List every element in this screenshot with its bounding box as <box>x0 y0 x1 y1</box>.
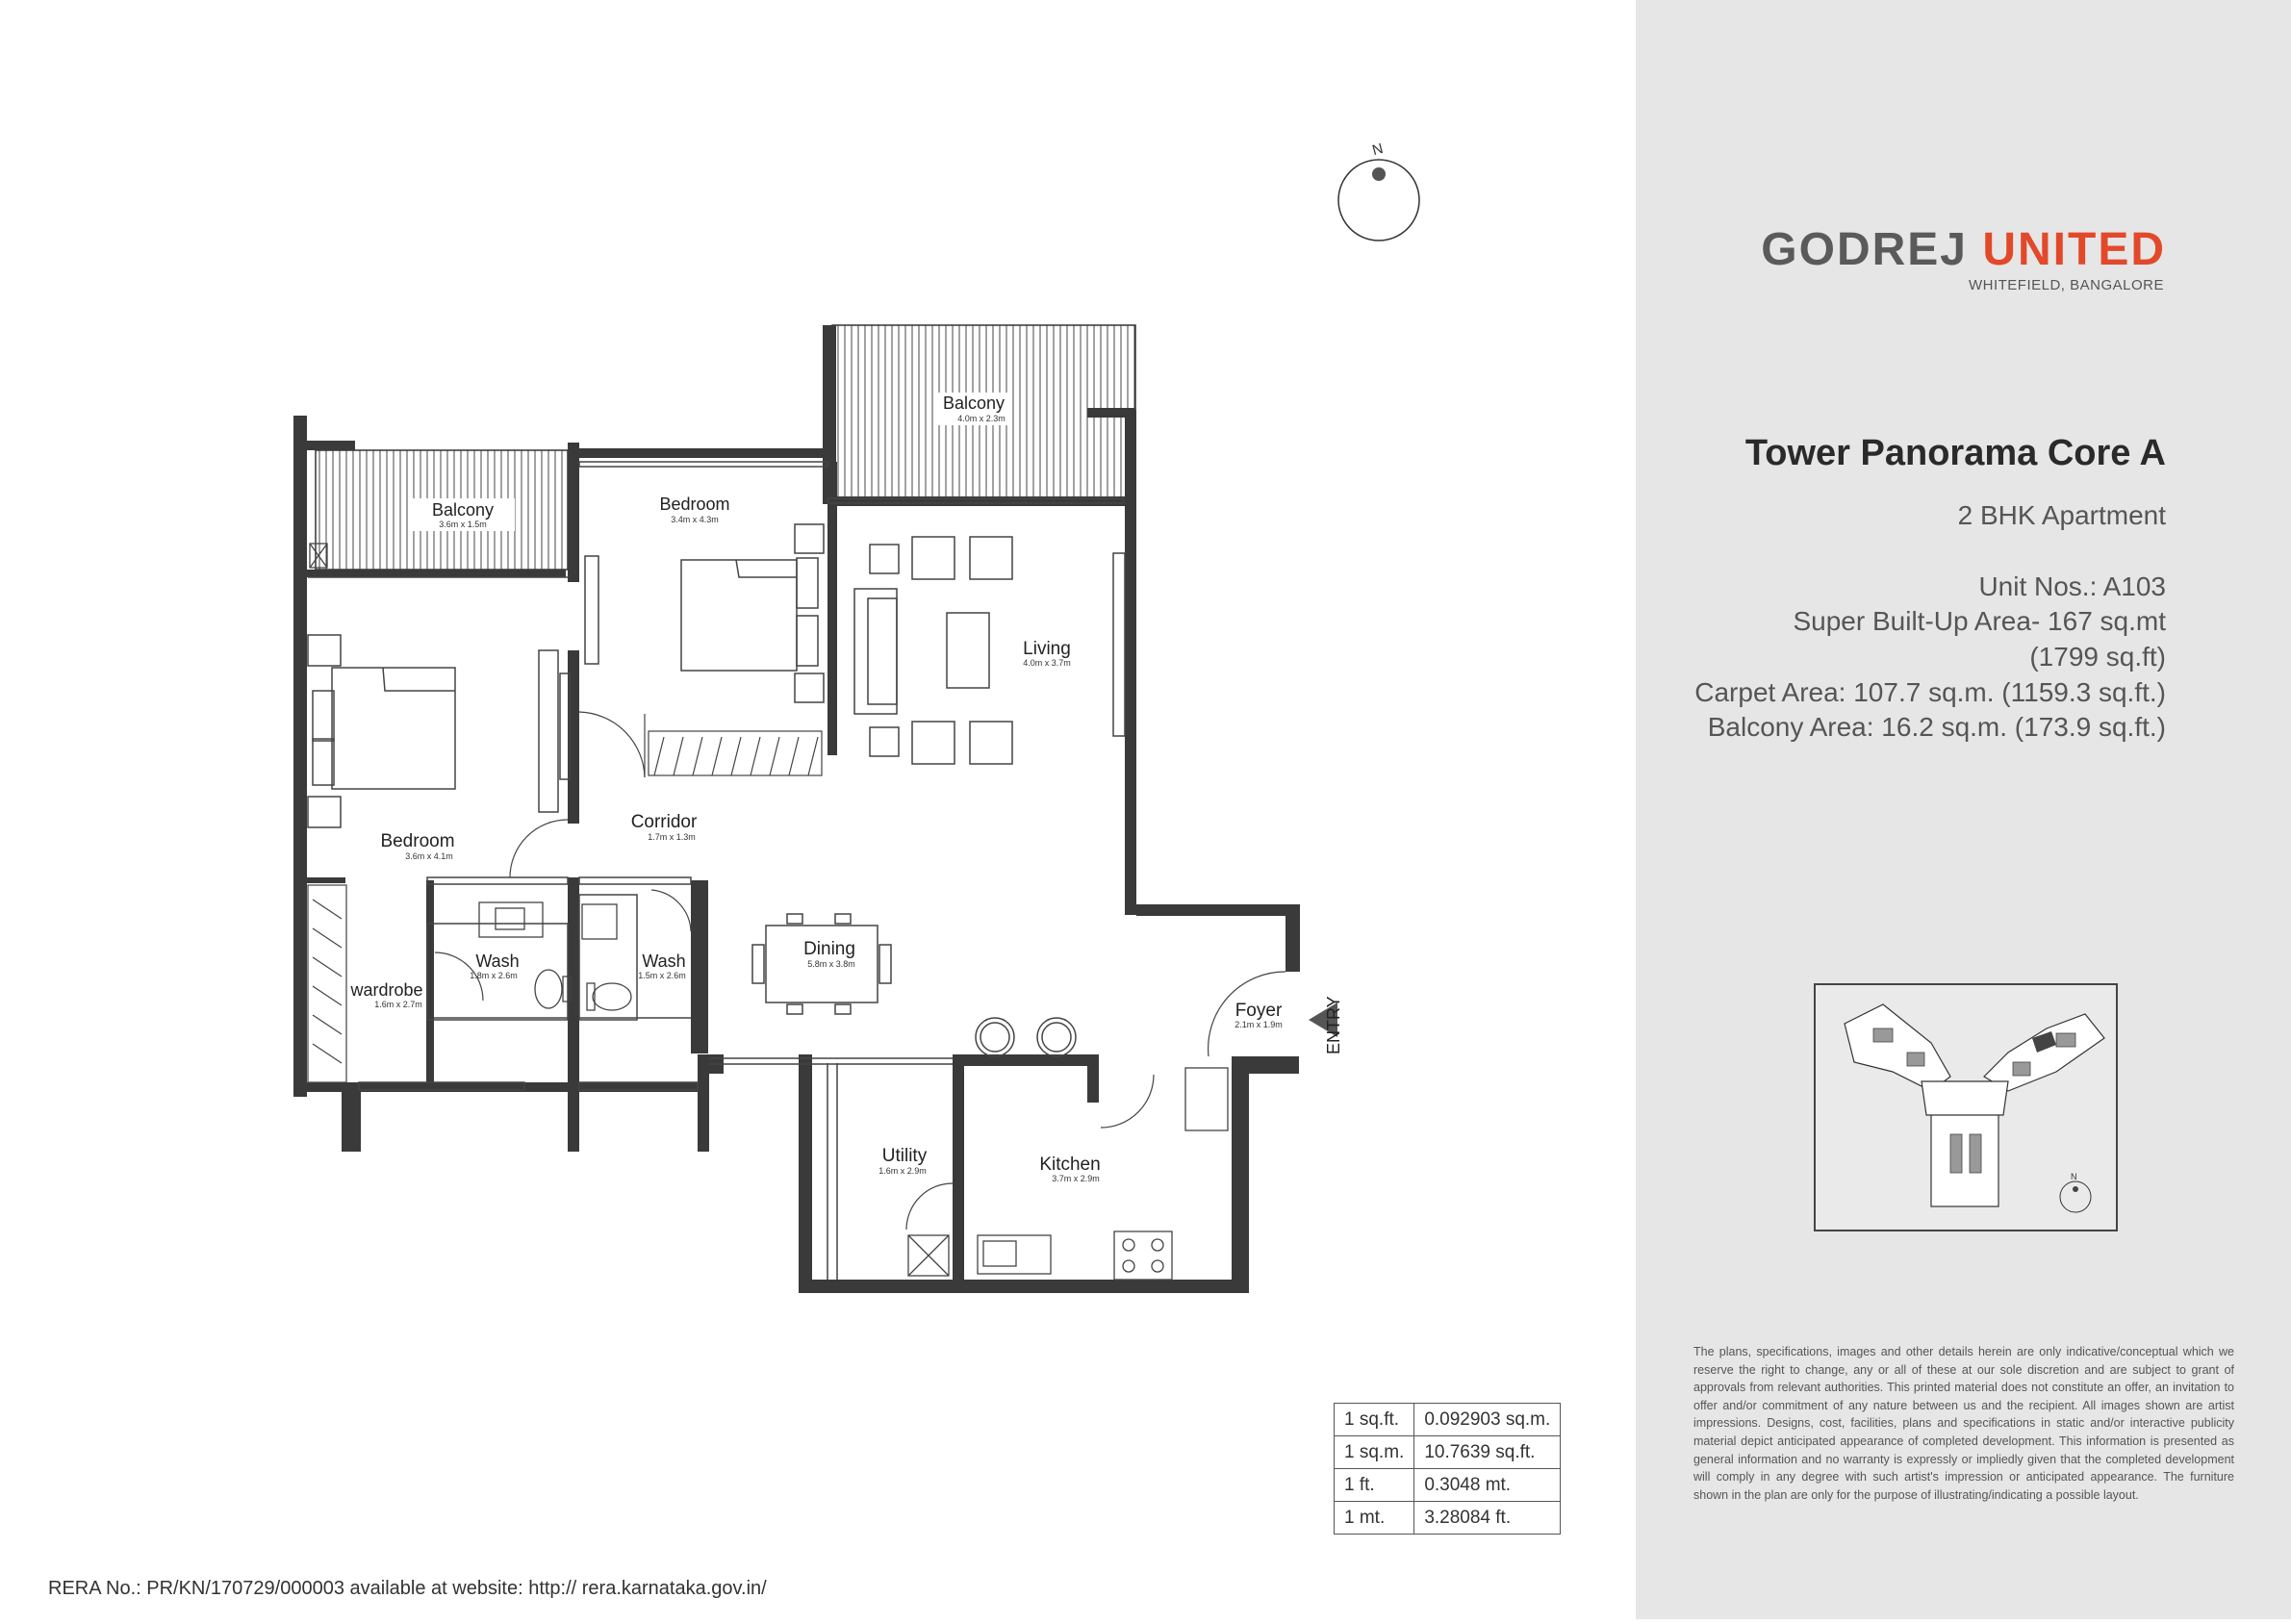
apartment-type: 2 BHK Apartment <box>1957 500 2166 530</box>
unit-conversion-table <box>1334 1403 1561 1535</box>
room-kitchen-size: 3.7m x 2.9m <box>1052 1174 1100 1183</box>
room-dining-size: 5.8m x 3.8m <box>807 959 855 969</box>
room-foyer-name: Foyer <box>1235 1001 1283 1021</box>
table-row: 1 ft. 0.3048 mt. <box>1335 1469 1561 1502</box>
room-balcony-1-name: Balcony <box>431 500 495 520</box>
room-wardrobe-name: wardrobe <box>350 980 423 1000</box>
compass-label: N <box>1370 140 1386 160</box>
room-living-size: 4.0m x 3.7m <box>1023 658 1071 668</box>
sofa-icon <box>854 537 1012 764</box>
entry-label: ENTRY <box>1324 996 1343 1054</box>
room-bedroom-2-size: 3.6m x 4.1m <box>405 851 453 861</box>
carpet-area: Carpet Area: 107.7 sq.m. (1159.3 sq.ft.) <box>1694 677 2166 707</box>
table-row: 1 sq.ft. 0.092903 sq.m. <box>1335 1404 1561 1436</box>
super-builtup-area: Super Built-Up Area- 167 sq.mt <box>1793 606 2166 636</box>
bed-icon <box>681 524 824 702</box>
room-wash-2-size: 1.5m x 2.6m <box>638 971 686 980</box>
key-plan <box>1814 983 2118 1231</box>
balcony-area: Balcony Area: 16.2 sq.m. (173.9 sq.ft.) <box>1707 712 2166 742</box>
brand-location: WHITEFIELD, BANGALORE <box>1968 277 2164 293</box>
super-builtup-sqft: (1799 sq.ft) <box>2029 642 2166 672</box>
room-wash-1-size: 1.8m x 2.6m <box>470 971 518 980</box>
north-compass-icon <box>1338 140 1419 241</box>
brand-logo: GODREJ UNITED <box>1761 224 2166 275</box>
info-panel <box>1636 0 2291 1619</box>
keyplan-north-label: N <box>2071 1172 2077 1181</box>
room-dining-name: Dining <box>803 939 855 959</box>
room-wardrobe-size: 1.6m x 2.7m <box>374 1000 422 1009</box>
table-row: 1 sq.m. 10.7639 sq.ft. <box>1335 1436 1561 1469</box>
room-bedroom-1-size: 3.4m x 4.3m <box>671 515 719 524</box>
room-bedroom-2-name: Bedroom <box>380 831 455 851</box>
room-bedroom-1-name: Bedroom <box>659 495 730 514</box>
room-balcony-2-name: Balcony <box>942 393 1005 413</box>
room-balcony-1-size: 3.6m x 1.5m <box>439 520 487 529</box>
room-utility-size: 1.6m x 2.9m <box>878 1166 927 1176</box>
unit-number: Unit Nos.: A103 <box>1978 571 2166 601</box>
table-row: 1 mt. 3.28084 ft. <box>1335 1502 1561 1535</box>
room-corridor-name: Corridor <box>630 812 698 832</box>
tower-title: Tower Panorama Core A <box>1744 433 2166 473</box>
bed-icon <box>308 635 455 827</box>
room-wash-1-name: Wash <box>475 952 520 971</box>
rera-info: RERA No.: PR/KN/170729/000003 available at website: http:// rera.karnataka.gov.in/ <box>48 1578 767 1599</box>
room-foyer-size: 2.1m x 1.9m <box>1235 1020 1283 1029</box>
room-living-name: Living <box>1023 639 1071 659</box>
room-utility-name: Utility <box>881 1146 928 1166</box>
room-balcony-2-size: 4.0m x 2.3m <box>957 414 1005 423</box>
disclaimer-text: The plans, specifications, images and other details herein are only indicative/conceptual which we reserve the right to change, any or all of these at our sole discretion and are subject to grant of approvals from relevant authorities. This printed material does not constitute an offer, an invitation to offer and/or commitment of any nature between us and the recipient. All images shown are artist impressions. Designs, cost, facilities, plans and specifications in static and/or interactive publicity material depict anticipated appearance of completed development. This information is presented as general information and no warranty is expressly or impliedly given that the completed development will comply in any degree with such artist's impression or anticipated appearance. The furniture shown in the plan are only for the purpose of illustrating/indicating a possible layout. <box>1693 1345 2234 1502</box>
room-kitchen-name: Kitchen <box>1039 1155 1101 1175</box>
room-corridor-size: 1.7m x 1.3m <box>648 832 696 842</box>
room-wash-2-name: Wash <box>642 952 686 971</box>
